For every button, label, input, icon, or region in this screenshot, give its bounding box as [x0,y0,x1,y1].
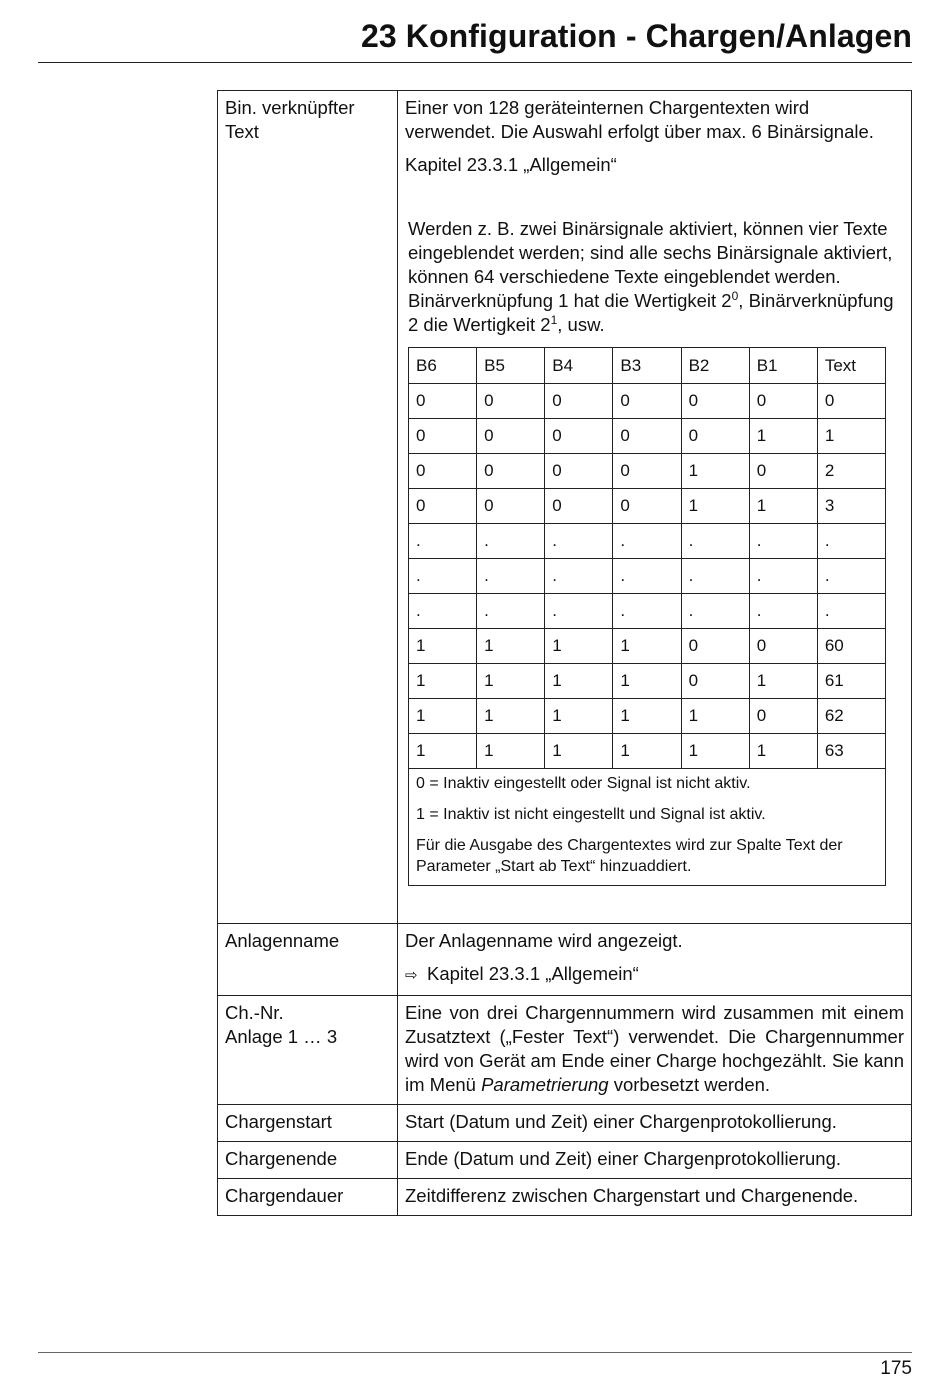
column-header: B2 [681,348,749,384]
truth-table-cell: 0 [477,489,545,524]
truth-table-cell: 0 [749,629,817,664]
note-text: 0 = Inaktiv eingestellt oder Signal ist nicht aktiv. [416,775,751,792]
description-part: vorbesetzt werden. [608,1074,771,1095]
explanation-part: Werden z. B. zwei Binärsignale aktiviert, können vier Texte eingeblendet werden; sind alle sechs Binärsignale aktiviert, können 64 verschiedene Texte eingeblendet werden. Binärverknüpfung 1 hat die Wertigkeit 2 [408,218,893,311]
truth-table-cell: 0 [545,419,613,454]
truth-table-cell: 1 [477,664,545,699]
truth-table-cell: 1 [409,734,477,769]
truth-table-cell: 1 [749,664,817,699]
reference-text: Kapitel 23.3.1 „Allgemein“ [427,963,639,984]
truth-table-cell: 0 [477,419,545,454]
truth-table-cell: 0 [749,384,817,419]
param-name-line: Ch.-Nr. [225,1002,284,1023]
truth-table-cell: . [613,594,681,629]
truth-table-cell: 1 [409,664,477,699]
param-name-line: Bin. verknüpfter [225,97,355,118]
table-row-chargendauer [218,1179,912,1216]
truth-table-cell: . [409,559,477,594]
truth-table-cell: 0 [817,384,885,419]
truth-table-cell: . [817,524,885,559]
truth-table-cell: 1 [613,664,681,699]
outline-right-arrow-icon: ⇨ [405,967,418,984]
truth-table-cell: 0 [545,384,613,419]
truth-table-cell: 1 [409,629,477,664]
note-text: 1 = Inaktiv ist nicht eingestellt und Signal ist aktiv. [416,806,766,823]
truth-table-cell: 1 [681,734,749,769]
truth-table-row [409,734,886,769]
truth-table-row [409,419,886,454]
truth-table-row [409,594,886,629]
truth-table-row [409,699,886,734]
param-description-cell: Start (Datum und Zeit) einer Chargenprotokollierung. [398,1105,912,1142]
truth-table-cell: . [749,594,817,629]
truth-table-cell: 1 [545,699,613,734]
chapter-reference [405,962,904,988]
truth-table-cell: . [681,594,749,629]
truth-table-cell: 1 [477,629,545,664]
table-row-chargenstart [218,1105,912,1142]
description-text: Der Anlagenname wird angezeigt. [405,930,683,951]
description-text: Einer von 128 geräteinternen Chargentexten wird verwendet. Die Auswahl erfolgt über max. 6 Binärsignale. [405,97,874,142]
explanation-text [405,217,904,337]
truth-table-cell: 1 [681,489,749,524]
truth-table-cell: 1 [613,629,681,664]
param-description-cell: Zeitdifferenz zwischen Chargenstart und Chargenende. [398,1179,912,1216]
param-name-cell [218,996,398,1105]
param-name-cell: Chargenstart [218,1105,398,1142]
param-name-line: Text [225,121,259,142]
truth-table-cell: . [749,559,817,594]
param-description-cell: Ende (Datum und Zeit) einer Chargenprotokollierung. [398,1142,912,1179]
truth-table-cell: 61 [817,664,885,699]
table-row-anlagenname [218,924,912,996]
truth-table-cell: 2 [817,454,885,489]
truth-table-cell: . [409,524,477,559]
param-description-cell [398,996,912,1105]
truth-table-cell: 1 [749,734,817,769]
truth-table-cell: 1 [817,419,885,454]
param-name-cell [218,91,398,924]
column-header: B3 [613,348,681,384]
truth-table-cell: 1 [681,699,749,734]
truth-table-cell: . [749,524,817,559]
truth-table-cell: . [477,559,545,594]
truth-table-cell: 0 [681,419,749,454]
explanation-part: , Binärverknüpfung 2 die Wertigkeit 2 [408,290,894,335]
header-divider [38,62,912,63]
truth-table-cell: 1 [545,734,613,769]
column-header: B1 [749,348,817,384]
column-header: B5 [477,348,545,384]
param-description-cell [398,91,912,924]
column-header: B6 [409,348,477,384]
truth-table-cell: . [817,594,885,629]
truth-table-cell: . [545,594,613,629]
truth-table-cell: 0 [749,699,817,734]
column-header: Text [817,348,885,384]
truth-table-cell: . [545,559,613,594]
param-name-cell: Chargendauer [218,1179,398,1216]
truth-table-cell: 1 [477,699,545,734]
truth-table-cell: . [613,524,681,559]
description-part: Eine von drei Chargennummern wird zusammen mit einem Zusatztext („Fester Text“) verwendet. Die Chargennummer wird von Gerät am Ende einer Charge hochgezählt. Sie kann im Menü [405,1002,904,1095]
truth-table-cell: . [681,559,749,594]
truth-table-cell: 3 [817,489,885,524]
param-name-cell: Anlagenname [218,924,398,996]
truth-table-cell: 0 [409,419,477,454]
param-name-cell: Chargenende [218,1142,398,1179]
truth-table-cell: 1 [613,734,681,769]
table-row-chargenende [218,1142,912,1179]
truth-table-cell: 60 [817,629,885,664]
truth-table-cell: 1 [613,699,681,734]
truth-table-cell: . [681,524,749,559]
truth-table-cell: 1 [409,699,477,734]
menu-name: Parametrierung [481,1074,609,1095]
chapter-reference: Kapitel 23.3.1 „Allgemein“ [405,154,617,175]
table-row-bin-text [218,91,912,924]
table-row-chnr [218,996,912,1105]
truth-table-cell: 0 [409,489,477,524]
truth-table-cell: 0 [613,489,681,524]
truth-table-cell: 62 [817,699,885,734]
truth-table-cell: . [477,594,545,629]
parameter-table [217,90,912,1216]
truth-table-cell: 0 [613,419,681,454]
explanation-part: , usw. [557,314,605,335]
page-number: 175 [880,1358,912,1379]
truth-table-cell: 0 [613,384,681,419]
truth-table-cell: . [613,559,681,594]
truth-table-row [409,559,886,594]
truth-table-cell: 1 [749,489,817,524]
truth-table-cell: 1 [681,454,749,489]
note-text: Für die Ausgabe des Chargentextes wird zur Spalte Text der Parameter „Start ab Text“ hinzuaddiert. [416,837,843,875]
truth-table-notes-row [409,769,886,886]
truth-table-cell: 1 [749,419,817,454]
truth-table-row [409,664,886,699]
truth-table-cell: . [817,559,885,594]
truth-table-cell: . [409,594,477,629]
truth-table-row [409,384,886,419]
truth-table-cell: . [477,524,545,559]
truth-table-cell: 0 [613,454,681,489]
truth-table-cell: 0 [545,489,613,524]
truth-table-cell: 1 [545,664,613,699]
truth-table-cell: 0 [409,454,477,489]
truth-table-cell: 0 [681,629,749,664]
truth-table-row [409,489,886,524]
param-description-cell [398,924,912,996]
page-title: 23 Konfiguration - Chargen/Anlagen [361,18,912,54]
binary-truth-table [408,347,886,886]
notes-cell [409,769,886,886]
truth-table-cell: 0 [409,384,477,419]
truth-table-cell: 0 [749,454,817,489]
description-text [405,1001,904,1097]
footer-divider [38,1352,912,1353]
truth-table-row [409,524,886,559]
truth-table-row [409,629,886,664]
param-name-line: Anlage 1 … 3 [225,1026,338,1047]
truth-table-cell: 1 [477,734,545,769]
column-header: B4 [545,348,613,384]
exponent: 0 [731,288,739,303]
truth-table-cell: 0 [477,384,545,419]
truth-table-cell: 63 [817,734,885,769]
truth-table-cell: 0 [681,384,749,419]
truth-table-row [409,454,886,489]
truth-table-cell: 0 [545,454,613,489]
truth-table-cell: . [545,524,613,559]
truth-table-cell: 1 [545,629,613,664]
exponent: 1 [550,312,558,327]
truth-table-cell: 0 [477,454,545,489]
truth-table-cell: 0 [681,664,749,699]
truth-table-header-row [409,348,886,384]
